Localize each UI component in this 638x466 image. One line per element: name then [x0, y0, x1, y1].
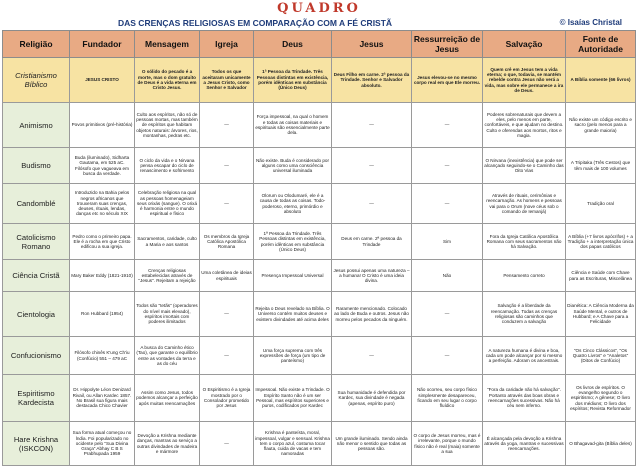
message-cell: Crenças religiosas estabelecidas através de "Jesus". Rejeitam a rejeição — [135, 260, 200, 292]
church-cell: — — [200, 337, 254, 375]
table-row — [3, 184, 636, 224]
religion-cell: Cristianismo Bíblico — [3, 58, 70, 103]
religion-cell: Catolicismo Romano — [3, 224, 70, 260]
authority-cell: Dianética: A Ciência Moderna da Saúde Mental, e outros de Hubbard; e A Chave para a Felicidade — [566, 292, 636, 337]
table-row — [3, 103, 636, 148]
jesus-cell: — — [332, 184, 412, 224]
page-subtitle: DAS CRENÇAS RELIGIOSAS EM COMPARAÇÃO COM A FÉ CRISTÃ — [118, 18, 393, 28]
jesus-cell: Jesus possui apenas uma natureza – a humana! O Cristo é uma ideia divina. — [332, 260, 412, 292]
god-cell: 1ª Pessoa da Trindade. Três Pessoas distintas em existência, porém idênticas em substância (Único Deus) — [254, 224, 332, 260]
jesus-cell: — — [332, 337, 412, 375]
message-cell: O ciclo da vida e o Nirvana pensa escapar do ciclo de renascimento e sofrimento — [135, 148, 200, 184]
authority-cell: Não existe um código escrito e sacro (pelo menos para a grande maioria) — [566, 103, 636, 148]
table-row — [3, 375, 636, 422]
founder-cell: Ron Hubbard (1954) — [70, 292, 135, 337]
header-jesus: Jesus — [332, 31, 412, 58]
resurrection-cell: Não ocorreu, seu corpo físico simplesmente desapareceu, ficando em seu lugar o corpo fluídico — [412, 375, 483, 422]
message-cell: Devoção a Krishna mediante danças, mantras ao serviço a outras divindades de madeira e mármore — [135, 422, 200, 466]
jesus-cell: Sua humanidade é defendida por Kardec, sua divindade é negada (apenas, espírito puro) — [332, 375, 412, 422]
resurrection-cell: — — [412, 184, 483, 224]
header-god: Deus — [254, 31, 332, 58]
salvation-cell: Através de rituais, cerimônias e reencarnação. As homens e pessoas vai para o Orum (nove céus sob o comando de Iemanjá) — [483, 184, 566, 224]
header-resurrection: Ressurreição de Jesus — [412, 31, 483, 58]
resurrection-cell: O corpo de Jesus morreu, mas é irrelevante, porque o mundo físico não é real (maia) somente a sua — [412, 422, 483, 466]
religion-cell: Hare Krishna (ISKCON) — [3, 422, 70, 466]
founder-cell: Povos primitivos (pré-história) — [70, 103, 135, 148]
header-authority: Fonte de Autoridade — [566, 31, 636, 58]
message-cell: Culto aos espíritos, não só de pessoas mortas, mas também de espíritos que habitam objetos naturais: árvores, rios, montanhas, pedras etc. — [135, 103, 200, 148]
resurrection-cell: — — [412, 337, 483, 375]
church-cell: — — [200, 148, 254, 184]
god-cell: 1ª Pessoa da Trindade. Três Pessoas distintas em existência, porém idênticas em substância (Único Deus) — [254, 58, 332, 103]
header-religion: Religião — [3, 31, 70, 58]
authority-cell: A Tripitaka (Três Cestos) que têm mais de 100 volumes — [566, 148, 636, 184]
salvation-cell: Fora da Igreja Católica Apostólica Romana com seus sacramentos não há Salvação. — [483, 224, 566, 260]
founder-cell: Sua forma atual começou no Índia. Foi popularizado no ocidente pelo "Sua Divina Graça" Abhay C B S Prabhupada 1959 — [70, 422, 135, 466]
message-cell: A busca do Caminho ético (Tao), que garante o equilíbrio entre as vontades da terra e as do céu — [135, 337, 200, 375]
church-cell: — — [200, 422, 254, 466]
salvation-cell: A natureza humana é divina e boa, cada um pode alcançar por si mesmo a perfeição. Adoram os ancestrais. — [483, 337, 566, 375]
founder-cell: Filósofo chinês K'ung Ch'iu (Confúcio) 551 – 479 aC — [70, 337, 135, 375]
god-cell: Não existe. Buda é considerado por alguns como uma consciência universal iluminada — [254, 148, 332, 184]
authority-cell: Os livros de espíritos. O evangelho segundo o espiritismo; A gênese; O livro dos médiuns; O livro dos espíritos; Revista Reformador — [566, 375, 636, 422]
salvation-cell: Poderes sobrenaturais que devem a eles, pelo menos em parte, confortáveis, e que ajudam no destino. Culto e oferendas aos mortos, ritos e magia. — [483, 103, 566, 148]
salvation-cell: É alcançada pela devoção a Krishna através da yoga, mantras e sucessivas reencarnações. — [483, 422, 566, 466]
authority-cell: A Bíblia (+7 livros apócrifos) + a Tradição + a interpretação única dos papas católicos — [566, 224, 636, 260]
religion-cell: Animismo — [3, 103, 70, 148]
authority-cell: O Bhagavad-gita (Bíblia deles) — [566, 422, 636, 466]
religion-cell: Confucionismo — [3, 337, 70, 375]
table-row — [3, 260, 636, 292]
founder-cell: JESUS CRISTO — [70, 58, 135, 103]
jesus-cell: Deus Filho em carne. 2ª pessoa da Trindade. Senhor e Salvador absoluto. — [332, 58, 412, 103]
page-title: QUADRO — [277, 1, 361, 16]
header-founder: Fundador — [70, 31, 135, 58]
salvation-cell: "Fora da caridade não há salvação". Portanto através das boas obras e reencarnações sucessivas. Não há céu nem inferno. — [483, 375, 566, 422]
founder-cell: Introduzido na Bahia pelos negros africanos que trouxeram suas crenças, deuses, rituais, lendas, danças etc no século XIX — [70, 184, 135, 224]
table-row — [3, 337, 636, 375]
jesus-cell: Deus em carne. 2ª pessoa da Trindade — [332, 224, 412, 260]
church-cell: — — [200, 103, 254, 148]
god-cell: Impessoal. Não existe a Trindade. O Espírito Santo não é um ser Pessoal, mas espíritos superiores e puros, codificados por Kardec — [254, 375, 332, 422]
jesus-cell: — — [332, 103, 412, 148]
founder-cell: Buda (iluminado), Sidharta Gautama, em 525 aC. Filósofo que vagueava em busca da verdade. — [70, 148, 135, 184]
author-credit: © Isaías Christal — [559, 18, 622, 27]
resurrection-cell: Não — [412, 260, 483, 292]
salvation-cell: Quem crê em Jesus tem a vida eterna; o que, todavia, se mantém rebelde contra Jesus não verá a vida, mas sobre ele permanece a ira de Deus. — [483, 58, 566, 103]
religion-cell: Cientologia — [3, 292, 70, 337]
resurrection-cell: — — [412, 148, 483, 184]
god-cell: Olorum ou Olodumaré, ele é a causa de todas as coisas. Todo-poderoso, eterno, primórdio e absoluto — [254, 184, 332, 224]
message-cell: Todos são "tetãs" (operadores do nível mais elevado), espíritos imortais com poderes ilimitados — [135, 292, 200, 337]
god-cell: Uma força suprema com três expressões de força (um tipo de panteísmo) — [254, 337, 332, 375]
church-cell: Os membros da Igreja Católica Apostólica Romana — [200, 224, 254, 260]
resurrection-cell: Sim — [412, 224, 483, 260]
page-subtitle-bar — [0, 16, 638, 30]
header-row — [3, 31, 636, 58]
header-message: Mensagem — [135, 31, 200, 58]
salvation-cell: Salvação é a liberdade da reencarnação. Todas as crenças religiosas são caminhos que conduzem a salvação — [483, 292, 566, 337]
message-cell: Sacramentos, caridade, culto a Maria e aos santos — [135, 224, 200, 260]
table-row — [3, 422, 636, 466]
religion-cell: Ciência Cristã — [3, 260, 70, 292]
founder-cell: Pedro como o primeiro papa. Ele é a rocha em que Cristo edificou a sua igreja. — [70, 224, 135, 260]
god-cell: Krishna é panteísta, moral, impessoal, vulgar e sensual. Krishna tem o corpo azul, costuma tocar flauta, cuida de vacas e tem namoradas — [254, 422, 332, 466]
resurrection-cell: — — [412, 103, 483, 148]
salvation-cell: Pensamento correto — [483, 260, 566, 292]
message-cell: O sólido do pecado é a morte, mas o dom gratuito de Deus é a vida eterna em Cristo Jesus. — [135, 58, 200, 103]
god-cell: Presença Impessoal Universal — [254, 260, 332, 292]
table-row — [3, 58, 636, 103]
header-church: Igreja — [200, 31, 254, 58]
god-cell: Força impessoal, na qual o homem e todas as coisas materiais e espirituais são essencialmente parte dela. — [254, 103, 332, 148]
salvation-cell: O Nirvana (inexistência) que pode ser alcançado seguindo-se o Caminho das Oito Vias — [483, 148, 566, 184]
founder-cell: Mary Baker Eddy (1821-1910) — [70, 260, 135, 292]
church-cell: Uma coletânea de ideias espirituais — [200, 260, 254, 292]
founder-cell: Dr. Hippolyte Léon Denizard Rivail, ou Allan Kardec 1857. No Brasil sua figura mais destacada Chico Chavier — [70, 375, 135, 422]
resurrection-cell: Jesus elevou-se no mesmo corpo real em que Ele morreu. — [412, 58, 483, 103]
message-cell: Celebração religiosa na qual as pessoas homenageiam seus orixás (sangue). O orixá é harmonia entre o mundo espiritual e físico — [135, 184, 200, 224]
message-cell: Assim como Jesus, todos podemos alcançar a perfeição após muitas reencarnações — [135, 375, 200, 422]
authority-cell: Tradição oral — [566, 184, 636, 224]
header-salvation: Salvação — [483, 31, 566, 58]
table-row — [3, 292, 636, 337]
god-cell: Rejeita o Deus revelado na Bíblia. O Universo contém muitos deuses e existem divindades até acima deles — [254, 292, 332, 337]
church-cell: — — [200, 184, 254, 224]
authority-cell: "Os Cinco Clássicos", "Os Quatro Livros" e "Analetos" (Ditos de Confúcio) — [566, 337, 636, 375]
church-cell: — — [200, 292, 254, 337]
religion-cell: Espiritismo Kardecista — [3, 375, 70, 422]
religion-cell: Candomblé — [3, 184, 70, 224]
religion-cell: Budismo — [3, 148, 70, 184]
jesus-cell: Raramente mencionado. Colocado ao lado de Buda e outros. Jesus não morreu pelos pecados da ninguém. — [332, 292, 412, 337]
church-cell: Todos os que aceitaram unicamente a Jesus Cristo, como Senhor e Salvador — [200, 58, 254, 103]
table-row — [3, 148, 636, 184]
jesus-cell: Um grande iluminado. Sendo ainda não menor o sentido que todas as pessoas são. — [332, 422, 412, 466]
comparison-table — [2, 30, 636, 466]
resurrection-cell: — — [412, 292, 483, 337]
table-row — [3, 224, 636, 260]
church-cell: O Espiritismo é a Igreja mostrado por o Consolador prometido por Jesus — [200, 375, 254, 422]
authority-cell: Ciência e Saúde com Chave para as Escrituras, Miscelânea — [566, 260, 636, 292]
jesus-cell: — — [332, 148, 412, 184]
authority-cell: A Bíblia somente (66 livros) — [566, 58, 636, 103]
